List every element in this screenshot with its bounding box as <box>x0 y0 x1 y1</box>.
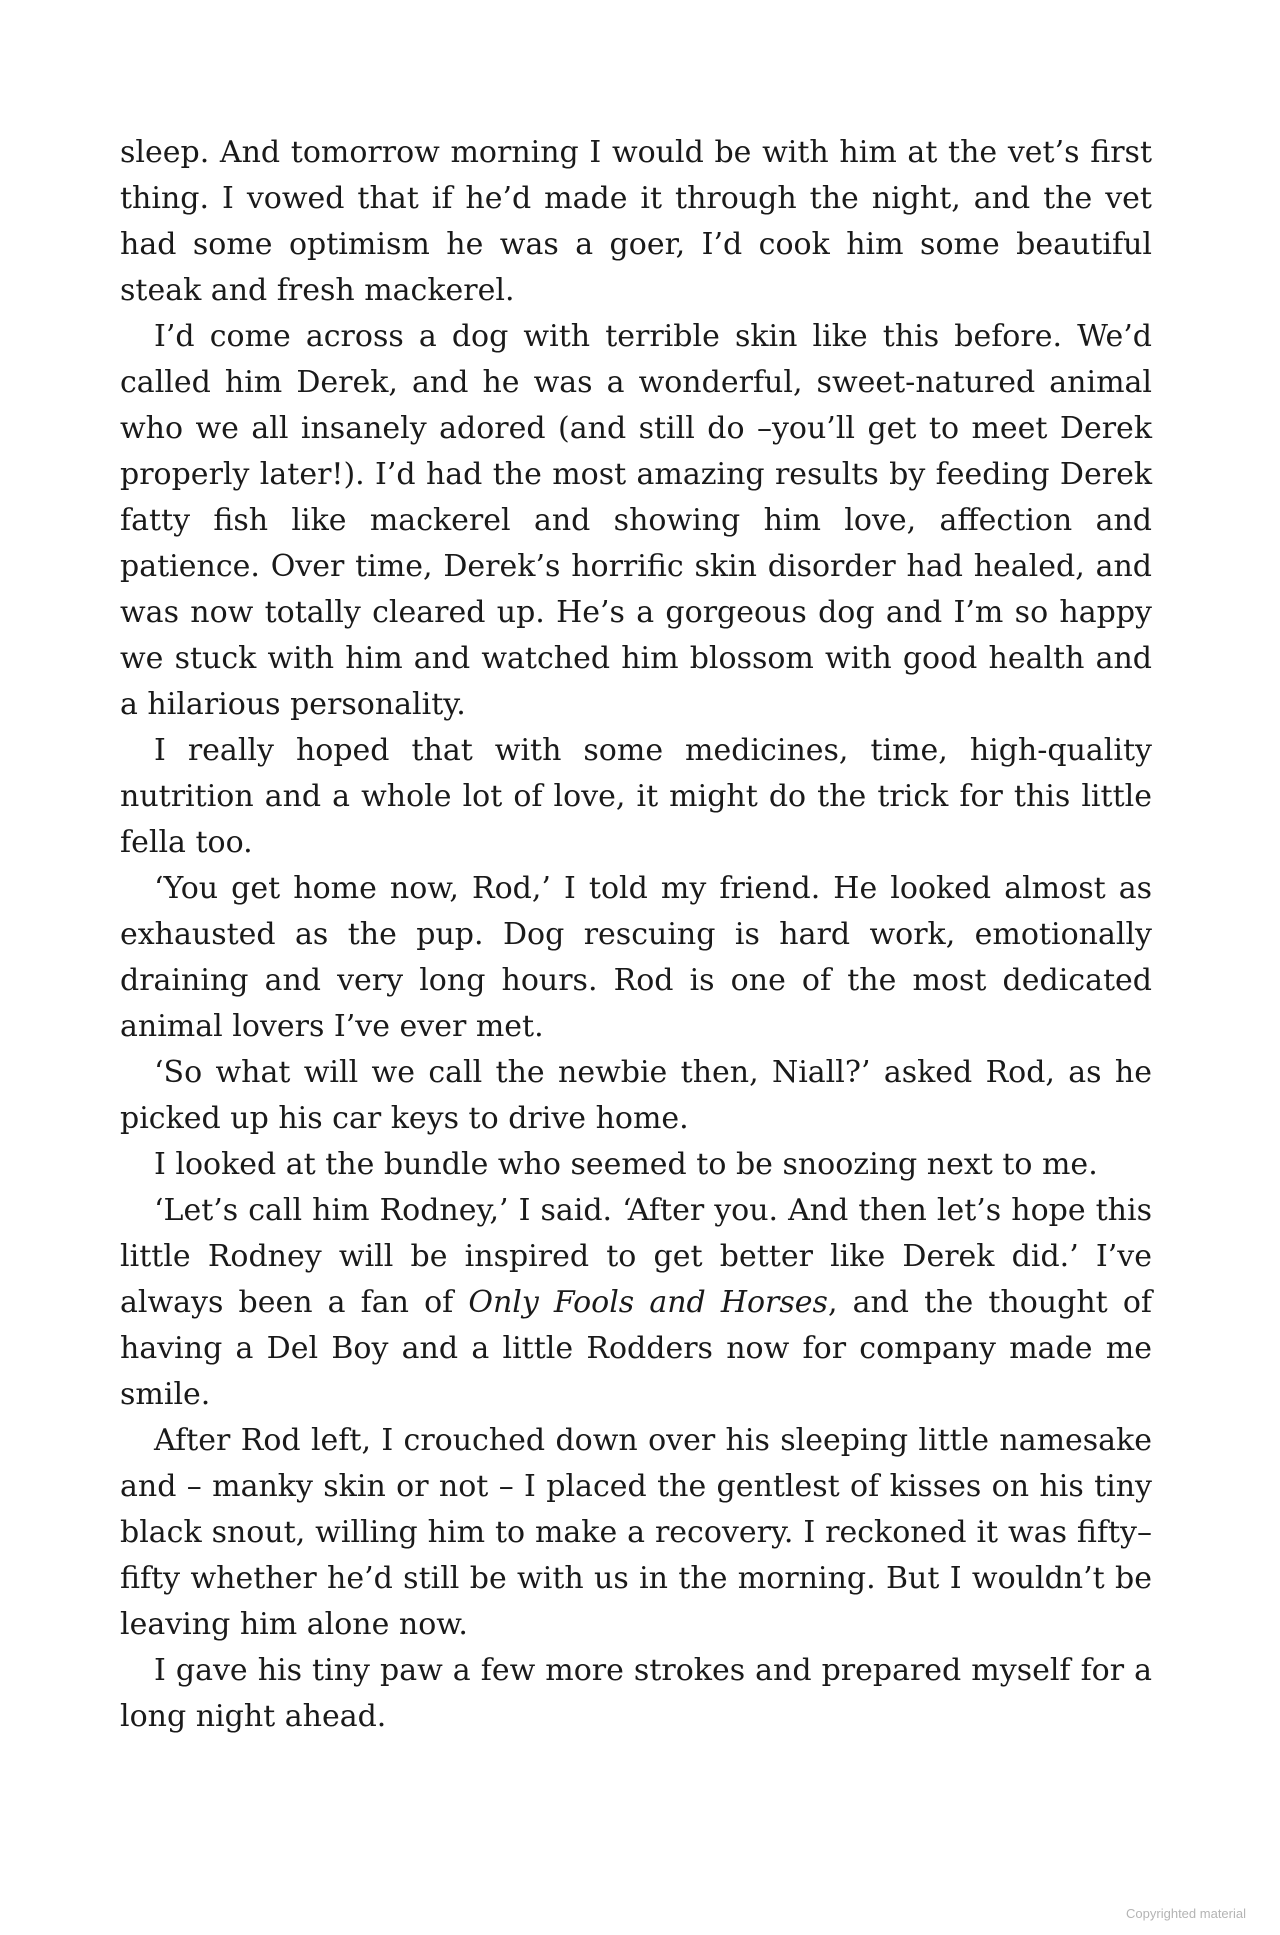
paragraph: I gave his tiny paw a few more strokes and prepared myself for a long night ahead. <box>120 1653 1152 1734</box>
paragraph-text-after: , and the thought of having a Del Boy and a little Rodders now for company made me smile. <box>120 1285 1152 1412</box>
paragraph: After Rod left, I crouched down over his sleeping little namesake and – manky skin or not – I placed the gentlest of kisses on his tiny black snout, willing him to make a recovery. I reckoned it was fifty–fifty whether he’d still be with us in the morning. But I wouldn’t be leaving him alone now. <box>120 1423 1152 1642</box>
paragraph: ‘You get home now, Rod,’ I told my friend. He looked almost as exhausted as the pup. Dog rescuing is hard work, emotionally draining and very long hours. Rod is one of the most dedicated animal lovers I’ve ever met. <box>120 871 1152 1044</box>
paragraph: I looked at the bundle who seemed to be snoozing next to me. <box>154 1147 1098 1182</box>
paragraph-text-before: ‘Let’s call him Rodney,’ I said. ‘After you. And then let’s hope this little Rodney will be inspired to get better like Derek did.’ I’ve always been a fan of <box>120 1193 1152 1320</box>
copyright-watermark: Copyrighted material <box>1126 1906 1246 1921</box>
tv-show-title: Only Fools and Horses <box>468 1285 828 1320</box>
paragraph: ‘So what will we call the newbie then, Niall?’ asked Rod, as he picked up his car keys to drive home. <box>120 1055 1152 1136</box>
paragraph: I really hoped that with some medicines, time, high-quality nutrition and a whole lot of love, it might do the trick for this little fella too. <box>120 733 1152 860</box>
paragraph: I’d come across a dog with terrible skin like this before. We’d called him Derek, and he was a wonderful, sweet-natured animal who we all insanely adored (and still do –you’ll get to meet Derek properly later!). I’d had the most amazing results by feeding Derek fatty fish like mackerel and showing him love, affection and patience. Over time, Derek’s horrific skin disorder had healed, and was now totally cleared up. He’s a gorgeous dog and I’m so happy we stuck with him and watched him blossom with good health and a hilarious personality. <box>120 319 1152 722</box>
body-text <box>120 130 1152 1740</box>
paragraph: sleep. And tomorrow morning I would be with him at the vet’s first thing. I vowed that if he’d made it through the night, and the vet had some optimism he was a goer, I’d cook him some beautiful steak and fresh mackerel. <box>120 135 1152 308</box>
paragraph-with-title <box>120 1188 1152 1418</box>
